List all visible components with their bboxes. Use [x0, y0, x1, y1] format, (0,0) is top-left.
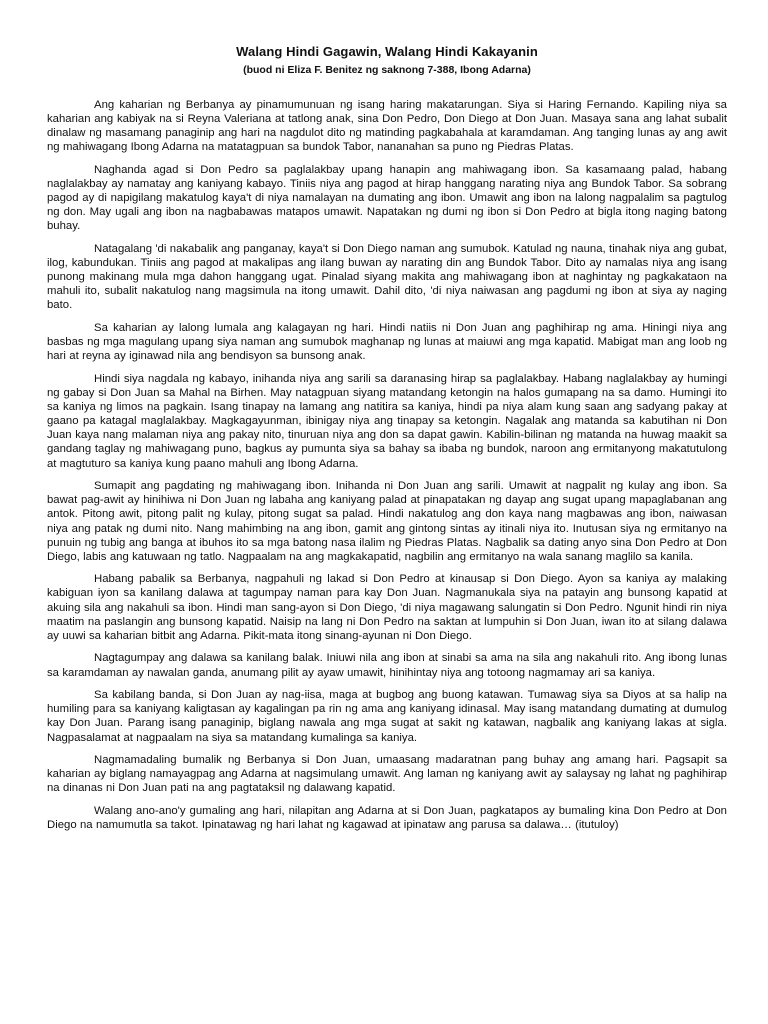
paragraph-11: Walang ano-ano'y gumaling ang hari, nilapitan ang Adarna at si Don Juan, pagkatapos ay bumaling kina Don Pedro at Don Diego na namumutla sa takot. Ipinatawag ng hari lahat ng kagawad at ipinataw ang parusa sa dalawa… (itutuloy) — [47, 805, 727, 832]
paragraph-5: Hindi siya nagdala ng kabayo, inihanda niya ang sarili sa daranasing hirap sa paglalakbay. Habang naglalakbay ay humingi ng gabay si Don Juan sa Mahal na Birhen. May natagpuan siyang matandang ketongin na halos gumapang na sa damo. Humingi ito sa kaniya ng limos na pagkain. Isang tinapay na lamang ang natitira sa kaniya, hindi pa niya alam kung saan ang sadyang pakay at gaano pa katagal maglalakbay. Magkagayunman, ibinigay niya ang tinapay sa ketongin. Nagalak ang matanda sa kabutihan ni Don Juan kaya nang malaman niya ang pakay nito, tinuruan niya ang don sa dapat gawin. Kabilin-bilinan ng matanda na huwag maakit sa gandang taglay ng mahiwagang puno, bagkus ay pumunta siya sa bahay sa ibaba ng bundok, naroon ang ermitanyong makatutulong at magtuturo sa kaniya kung paano mahuli ang Ibong Adarna. — [47, 372, 727, 470]
document-body — [47, 98, 727, 832]
paragraph-9: Sa kabilang banda, si Don Juan ay nag-iisa, maga at bugbog ang buong katawan. Tumawag siya sa Diyos at sa halip na humiling para sa kaniyang kaligtasan ay kagalingan pa rin ng ama ang kaniyang idinasal. May isang matandang dumating at dumulog kay Don Juan. Parang isang panaginip, biglang nawala ang mga sugat at sakit ng katawan, nagbalik ang kaniyang lakas at sigla. Nagpasalamat at nagpaalam na siya sa matandang kumalinga sa kaniya. — [47, 689, 727, 744]
paragraph-6: Sumapit ang pagdating ng mahiwagang ibon. Inihanda ni Don Juan ang sarili. Umawit at nagpalit ng kulay ang ibon. Sa bawat pag-awit ay hinihiwa ni Don Juan ng labaha ang kaniyang palad at pinapatakan ng dayap ang sugat upang mapaglabanan ang antok. Pitong awit, pitong palit ng kulay, pitong sugat sa palad. Hindi nakatulog ang don kaya nang magbawas ang ibon, naiwasan niya ang patak ng dumi nito. Nang mahimbing na ang ibon, gamit ang gintong sintas ay itinali niya ito. Inutusan siya ng ermitanyo na punuin ng tubig ang banga at ibuhos ito sa mga batong nasa ilalim ng Piedras Platas. Nagbalik sa dating anyo sina Don Pedro at Don Diego, labis ang katuwaan ng tatlo. Nagpaalam na ang magkakapatid, nagbilin ang ermitanyo na wala sanang maglilo sa kanila. — [47, 480, 727, 563]
paragraph-7: Habang pabalik sa Berbanya, nagpahuli ng lakad si Don Pedro at kinausap si Don Diego. Ayon sa kaniya ay malaking kabiguan iyon sa kanilang dalawa at tagumpay naman para kay Don Juan. Nagmanukala siya na patayin ang bunsong kapatid at akuing sila ang nakahuli sa ibon. Hindi man sang-ayon si Don Diego, 'di niya magawang salungatin si Don Pedro. Ngunit hindi rin niya maatim na paslangin ang bunsong kapatid. Naisip na lang ni Don Pedro na saktan at lumpuhin si Don Juan, iwan ito at silang dalawa ay uuwi sa kaharian bitbit ang Adarna. Pikit-mata itong sinang-ayunan ni Don Diego. — [47, 573, 727, 642]
paragraph-10: Nagmamadaling bumalik ng Berbanya si Don Juan, umaasang madaratnan pang buhay ang amang hari. Pagsapit sa kaharian ay biglang namayagpag ang Adarna at nagsimulang umawit. Ang laman ng kaniyang awit ay salaysay ng lahat ng paghihirap na dinanas ni Don Juan pati na ang pagtataksil ng dalawang kapatid. — [47, 754, 727, 795]
paragraph-1: Ang kaharian ng Berbanya ay pinamumunuan ng isang haring makatarungan. Siya si Haring Fernando. Kapiling niya sa kaharian ang kabiyak na si Reyna Valeriana at tatlong anak, sina Don Pedro, Don Diego at Don Juan. Masaya sana ang lahat subalit dinalaw ng masamang panaginip ang hari na nagdulot dito ng matinding pagkabahala at karamdaman. Ang tanging lunas ay ang awit ng mahiwagang Ibong Adarna na matatagpuan sa bundok Tabor, nananahan sa puno ng Piedras Platas. — [47, 99, 727, 154]
paragraph-8: Nagtagumpay ang dalawa sa kanilang balak. Iniuwi nila ang ibon at sinabi sa ama na sila ang nakahuli rito. Ang ibong lunas sa karamdaman ay nawalan ganda, anumang pilit ay ayaw umawit, hinihintay niya ang totoong nagmamay ari sa kaniya. — [47, 652, 727, 679]
paragraph-3: Natagalang 'di nakabalik ang panganay, kaya't si Don Diego naman ang sumubok. Katulad ng nauna, tinahak niya ang gubat, ilog, kabundukan. Tiniis ang pagod at makalipas ang ilang buwan ay narating din ang Bundok Tabor. Dito ay namalas niya ang isang punong makinang mula mga dahon hanggang ugat. Pinalad siyang makita ang mahiwagang ibon at naghintay ng pagkakataon na mahuli ito, subalit nakatulog nang magsimula na itong umawit. Dahil dito, 'di niya naiwasan ang pagdumi ng ibon at siya ay naging bato. — [47, 243, 727, 312]
document-subtitle: (buod ni Eliza F. Benitez ng saknong 7-388, Ibong Adarna) — [243, 64, 531, 76]
document-page — [47, 44, 727, 832]
paragraph-2: Naghanda agad si Don Pedro sa paglalakbay upang hanapin ang mahiwagang ibon. Sa kasamaang palad, habang naglalakbay ay namatay ang kaniyang kabayo. Tiniis niya ang pagod at hirap hanggang narating niya ang Bundok Tabor. Sa sobrang pagod ay di napigilang makatulog kaya't di niya namalayan na dumating ang ibon. Umawit ang ibon na lalong nagpalalim sa pagtulog ng don. May ugali ang ibon na nagbabawas matapos umawit. Napatakan ng dumi ng ibon si Don Pedro at bigla itong naging batong buhay. — [47, 163, 727, 233]
document-title: Walang Hindi Gagawin, Walang Hindi Kakayanin — [236, 44, 538, 59]
paragraph-4: Sa kaharian ay lalong lumala ang kalagayan ng hari. Hindi natiis ni Don Juan ang paghihirap ng ama. Hiningi niya ang basbas ng mga magulang upang siya naman ang sumubok maghanap ng lunas at maiuwi ang mga kapatid. Mabigat man ang loob ng hari at reyna ay iginawad nila ang bendisyon sa bunsong anak. — [47, 322, 727, 363]
